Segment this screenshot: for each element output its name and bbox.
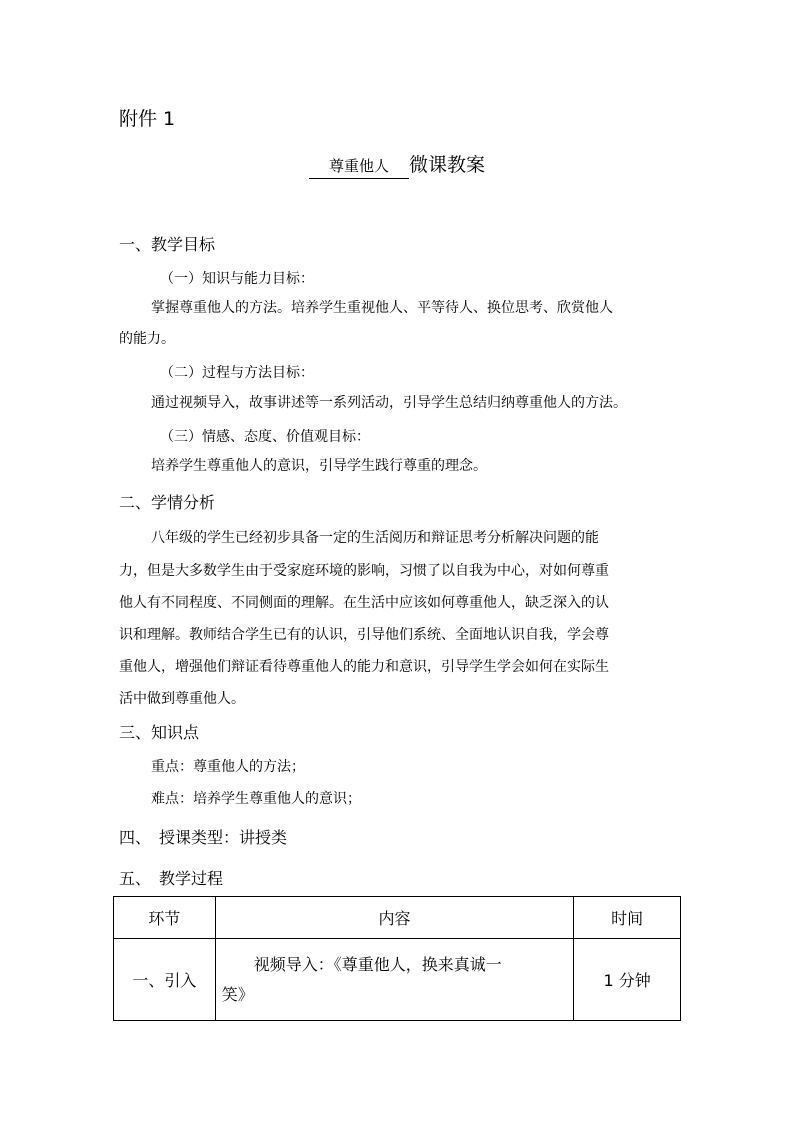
paragraph-line: 掌握尊重他人的方法。培养学生重视他人、平等待人、换位思考、欣赏他人 — [151, 300, 613, 316]
content-line: 视频导入：《尊重他人，换来真诚一 — [221, 954, 502, 974]
page-title — [0, 150, 794, 179]
table-header-row — [114, 897, 681, 939]
subheading: （三）情感、态度、价值观目标： — [160, 429, 370, 445]
table-row — [114, 939, 681, 1021]
paragraph-line: 力，但是大多数学生由于受家庭环境的影响，习惯了以自我为中心，对如何尊重 — [119, 563, 609, 579]
section-heading: 五、 教学过程 — [119, 869, 224, 888]
subheading: （一）知识与能力目标： — [160, 271, 314, 287]
section-heading: 三、知识点 — [119, 723, 200, 742]
paragraph-line: 八年级的学生已经初步具备一定的生活阅历和辩证思考分析解决问题的能 — [151, 530, 599, 546]
difficult-point: 难点：培养学生尊重他人的意识； — [151, 791, 361, 807]
stage-cell: 一、引入 — [114, 939, 216, 1021]
paragraph-line: 重他人，增强他们辩证看待尊重他人的能力和意识，引导学生学会如何在实际生 — [119, 659, 609, 675]
table-header: 内容 — [215, 897, 574, 939]
section-heading: 四、 授课类型：讲授类 — [119, 828, 288, 847]
time-cell: 1 分钟 — [574, 939, 681, 1021]
key-point: 重点：尊重他人的方法； — [151, 759, 305, 775]
content-cell — [215, 939, 574, 1021]
table-header: 时间 — [574, 897, 681, 939]
subheading: （二）过程与方法目标： — [160, 365, 314, 381]
paragraph-line: 的能力。 — [119, 331, 175, 347]
content-line: 笑》 — [221, 984, 254, 1004]
title-topic: 尊重他人 — [309, 156, 409, 179]
section-heading: 一、教学目标 — [119, 235, 216, 254]
teaching-process-table — [113, 896, 681, 1021]
table-header: 环节 — [114, 897, 216, 939]
paragraph-line: 他人有不同程度、不同侧面的理解。在生活中应该如何尊重他人，缺乏深入的认 — [119, 595, 609, 611]
paragraph-line: 培养学生尊重他人的意识，引导学生践行尊重的理念。 — [151, 458, 487, 474]
paragraph-line: 通过视频导入，故事讲述等一系列活动，引导学生总结归纳尊重他人的方法。 — [151, 395, 627, 411]
attachment-label: 附件 1 — [119, 108, 176, 130]
section-heading: 二、学情分析 — [119, 493, 216, 512]
title-suffix: 微课教案 — [409, 154, 486, 176]
paragraph-line: 活中做到尊重他人。 — [119, 691, 245, 707]
paragraph-line: 识和理解。教师结合学生已有的认识，引导他们系统、全面地认识自我，学会尊 — [119, 627, 609, 643]
